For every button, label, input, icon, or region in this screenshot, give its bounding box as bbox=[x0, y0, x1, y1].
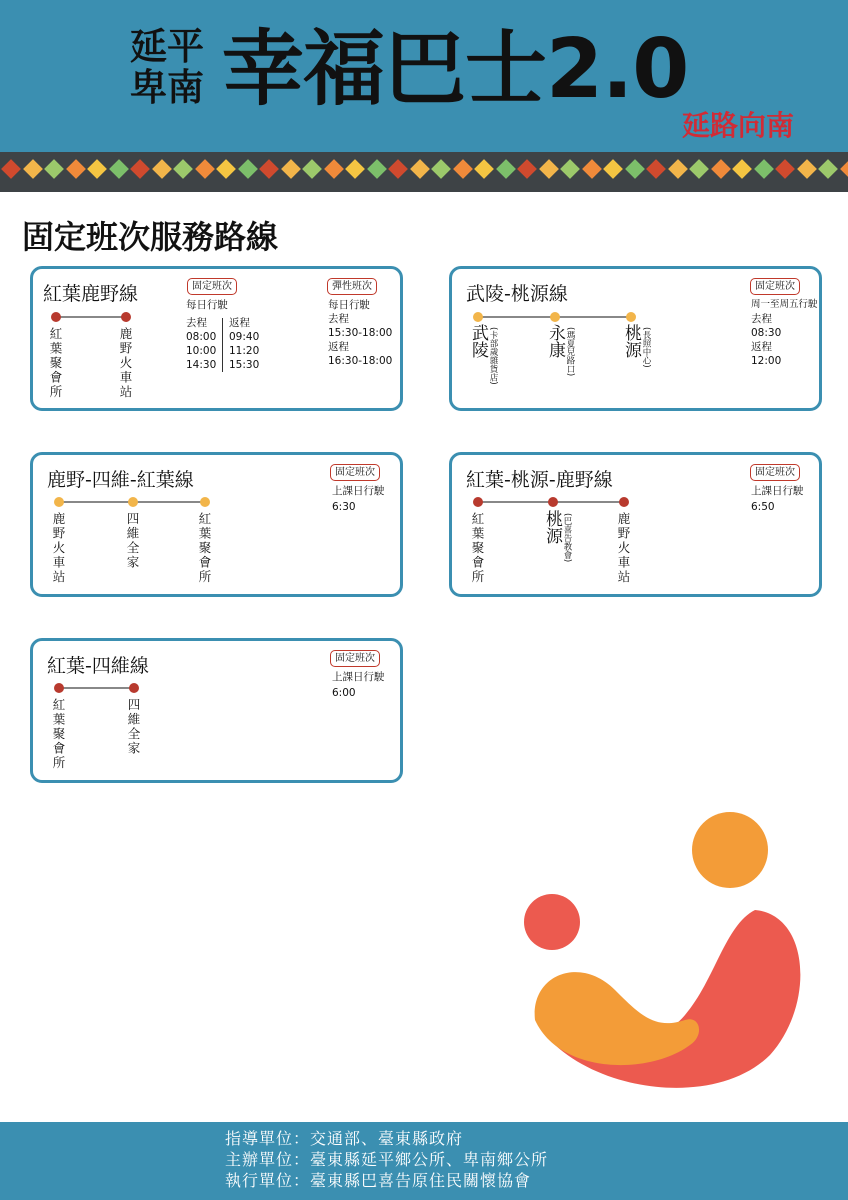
page-subtitle: 延路向南 bbox=[682, 109, 795, 142]
stop-dot bbox=[548, 497, 558, 507]
stop-name: 鹿野火車站 bbox=[118, 327, 133, 400]
flexible-schedule-badge: 彈性班次 bbox=[327, 278, 377, 295]
section-title: 固定班次服務路線 bbox=[22, 218, 279, 256]
go-time: 14:30 bbox=[186, 359, 217, 371]
stop-name: 紅葉聚會所 bbox=[48, 327, 63, 400]
go-label: 去程 bbox=[186, 317, 207, 329]
stop-name: 武陵 bbox=[468, 324, 488, 358]
schedule-days: 上課日行駛 bbox=[332, 671, 385, 683]
route-card-hongye-taoyuan-luye bbox=[449, 452, 822, 597]
return-time: 09:40 bbox=[229, 331, 260, 343]
depart-time: 6:00 bbox=[332, 687, 356, 699]
town-yanping: 延平 bbox=[130, 25, 204, 68]
stop-name: 紅葉聚會所 bbox=[197, 512, 212, 585]
route-card-hongye-luye bbox=[30, 266, 403, 411]
schedule-days: 上課日行駛 bbox=[751, 485, 804, 497]
stop-name: 鹿野火車站 bbox=[616, 512, 631, 585]
logo-red-dot bbox=[524, 894, 580, 950]
flex-schedule-days: 每日行駛 bbox=[328, 299, 370, 311]
logo-orange-dot bbox=[692, 812, 768, 888]
stop-name: 紅葉聚會所 bbox=[51, 698, 66, 771]
return-label: 返程 bbox=[751, 341, 772, 353]
footer-guidance: 指導單位：交通部、臺東縣政府 bbox=[225, 1129, 464, 1148]
go-time: 10:00 bbox=[186, 345, 217, 357]
fixed-schedule-badge: 固定班次 bbox=[330, 464, 380, 481]
route-name: 紅葉鹿野線 bbox=[43, 283, 139, 305]
brand-logo-icon bbox=[510, 805, 820, 1100]
flex-return-label: 返程 bbox=[328, 341, 349, 353]
stop-name: 四維全家 bbox=[125, 512, 140, 570]
return-time: 12:00 bbox=[751, 355, 782, 367]
flex-go-time: 15:30-18:00 bbox=[328, 327, 393, 339]
route-name: 紅葉-四維線 bbox=[47, 655, 149, 677]
page-title: 幸福巴士2.0 bbox=[222, 22, 689, 117]
route-track bbox=[60, 687, 135, 689]
route-card-wuling-taoyuan bbox=[449, 266, 822, 411]
fixed-schedule-badge: 固定班次 bbox=[750, 464, 800, 481]
stop-name: 永康 bbox=[545, 324, 565, 358]
depart-time: 6:30 bbox=[332, 501, 356, 513]
route-card-hongye-siwei bbox=[30, 638, 403, 783]
stop-dot bbox=[626, 312, 636, 322]
stop-note: (巴喜告教會) bbox=[562, 513, 572, 563]
schedule-days: 周一至周五行駛 bbox=[751, 299, 818, 310]
route-card-luye-siwei-hongye bbox=[30, 452, 403, 597]
town-beinan: 卑南 bbox=[130, 66, 204, 109]
stop-dot bbox=[550, 312, 560, 322]
stop-name: 桃源 bbox=[542, 510, 562, 544]
stop-name: 桃源 bbox=[621, 324, 641, 358]
stop-dot bbox=[128, 497, 138, 507]
route-track bbox=[57, 316, 127, 318]
schedule-days: 上課日行駛 bbox=[332, 485, 385, 497]
go-time: 08:00 bbox=[186, 331, 217, 343]
route-name: 鹿野-四維-紅葉線 bbox=[47, 469, 194, 491]
go-time: 08:30 bbox=[751, 327, 782, 339]
return-label: 返程 bbox=[229, 317, 250, 329]
footer bbox=[0, 1122, 848, 1200]
fixed-schedule-badge: 固定班次 bbox=[750, 278, 800, 295]
go-label: 去程 bbox=[751, 313, 772, 325]
stop-dot bbox=[619, 497, 629, 507]
logo-orange-swoosh bbox=[535, 972, 699, 1065]
stop-dot bbox=[473, 497, 483, 507]
column-divider bbox=[222, 318, 223, 372]
fixed-schedule-badge: 固定班次 bbox=[330, 650, 380, 667]
stop-name: 鹿野火車站 bbox=[51, 512, 66, 585]
stop-dot bbox=[200, 497, 210, 507]
header-towns bbox=[130, 26, 204, 108]
depart-time: 6:50 bbox=[751, 501, 775, 513]
route-name: 武陵-桃源線 bbox=[466, 283, 568, 305]
stop-note: (卡部歲雜貨店) bbox=[488, 327, 498, 385]
stop-note: (瑪夏兒路口) bbox=[565, 327, 575, 377]
fixed-schedule-badge: 固定班次 bbox=[187, 278, 237, 295]
footer-organizer: 主辦單位：臺東縣延平鄉公所、卑南鄉公所 bbox=[225, 1150, 549, 1169]
stop-name: 四維全家 bbox=[126, 698, 141, 756]
stop-dot bbox=[54, 497, 64, 507]
flex-return-time: 16:30-18:00 bbox=[328, 355, 393, 367]
flex-go-label: 去程 bbox=[328, 313, 349, 325]
stop-dot bbox=[121, 312, 131, 322]
route-name: 紅葉-桃源-鹿野線 bbox=[466, 469, 613, 491]
header-banner bbox=[0, 0, 848, 152]
stop-name: 紅葉聚會所 bbox=[470, 512, 485, 585]
schedule-days: 每日行駛 bbox=[186, 299, 228, 311]
stop-dot bbox=[51, 312, 61, 322]
stop-note: (長照中心) bbox=[641, 327, 651, 368]
stop-dot bbox=[129, 683, 139, 693]
return-time: 15:30 bbox=[229, 359, 260, 371]
stop-dot bbox=[473, 312, 483, 322]
return-time: 11:20 bbox=[229, 345, 260, 357]
footer-executor: 執行單位：臺東縣巴喜告原住民關懷協會 bbox=[225, 1171, 532, 1190]
stop-dot bbox=[54, 683, 64, 693]
